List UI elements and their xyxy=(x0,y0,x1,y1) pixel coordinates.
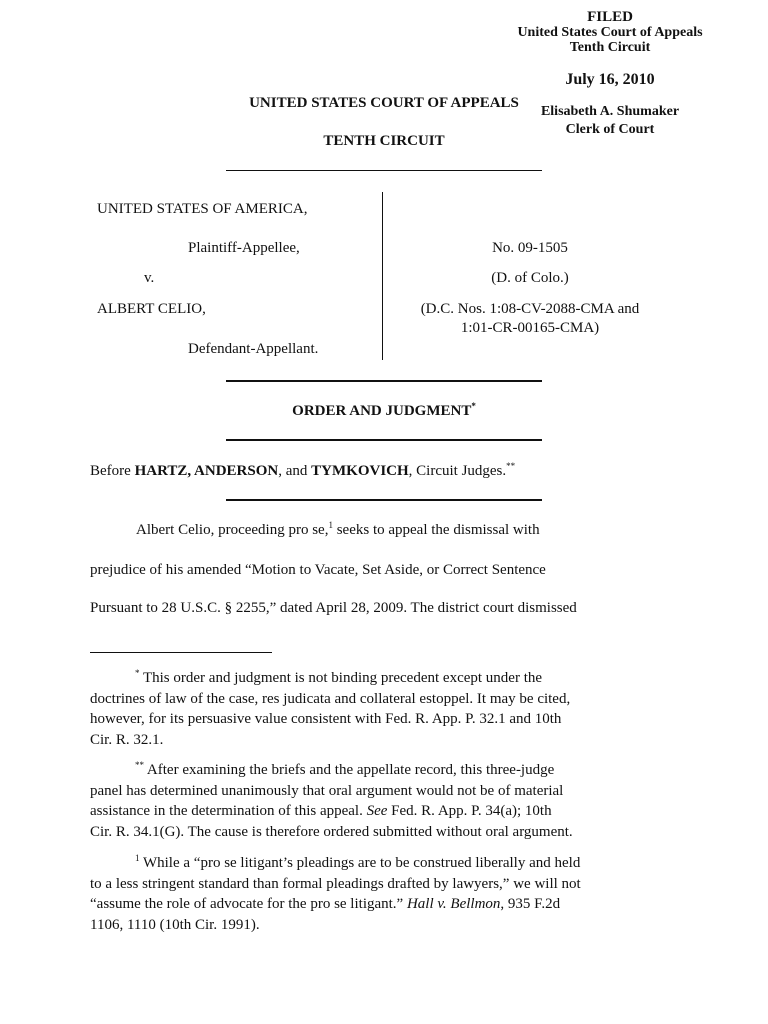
title-text: ORDER AND JUDGMENT xyxy=(292,403,472,419)
footnote-3-line-1: While a “pro se litigant’s pleadings are to be construed liberally and held xyxy=(139,855,581,871)
panel-sep: , and xyxy=(278,463,312,479)
panel-judges-1: HARTZ, ANDERSON xyxy=(134,463,279,479)
panel-suffix: , Circuit Judges. xyxy=(408,463,507,479)
plaintiff-name: UNITED STATES OF AMERICA, xyxy=(97,201,308,217)
body-line-1 xyxy=(136,522,540,539)
dc-numbers-line1: (D.C. Nos. 1:08-CV-2088-CMA and xyxy=(420,301,640,317)
body-footnote-marker: 1 xyxy=(328,520,333,530)
footnote-2-line-2: panel has determined unanimously that oral argument would not be of material xyxy=(90,782,564,799)
defendant-name: ALBERT CELIO, xyxy=(97,301,206,317)
panel-bottom-rule xyxy=(226,499,542,501)
footnote-2 xyxy=(90,760,680,842)
caption-divider xyxy=(382,192,383,360)
header-rule xyxy=(226,170,542,171)
panel-line xyxy=(90,463,515,480)
footnote-2-line-3: assistance in the determination of this appeal. xyxy=(90,803,367,819)
filed-circuit: Tenth Circuit xyxy=(569,40,651,55)
footnote-3-line-2: to a less stringent standard than formal pleadings drafted by lawyers,” we will not xyxy=(90,875,581,892)
versus-label: v. xyxy=(144,270,155,286)
plaintiff-role: Plaintiff-Appellee, xyxy=(188,240,300,256)
footnote-2-marker: ** xyxy=(135,760,144,770)
body-line-1-b: seeks to appeal the dismissal with xyxy=(332,522,540,538)
filed-date: July 16, 2010 xyxy=(565,71,655,88)
panel-judges-2: TYMKOVICH xyxy=(311,463,409,479)
footnote-2-line-3-rest: Fed. R. App. P. 34(a); 10th xyxy=(387,803,552,819)
title-footnote-marker: * xyxy=(471,401,476,411)
dc-numbers-line2: 1:01-CR-00165-CMA) xyxy=(460,320,600,336)
title-bottom-rule xyxy=(226,439,542,441)
footnote-1-line-2: doctrines of law of the case, res judicata and collateral estoppel. It may be cited, xyxy=(90,690,571,707)
footnote-separator xyxy=(90,652,272,653)
defendant-role: Defendant-Appellant. xyxy=(188,341,319,357)
circuit-heading: TENTH CIRCUIT xyxy=(323,133,445,149)
document-title xyxy=(200,403,568,420)
footnote-2-line-1: After examining the briefs and the appellate record, this three-judge xyxy=(144,762,555,778)
filed-label: FILED xyxy=(587,9,633,25)
case-number: No. 09-1505 xyxy=(492,240,568,256)
footnote-1-line-3: however, for its persuasive value consistent with Fed. R. App. P. 32.1 and 10th xyxy=(90,711,562,727)
footnote-3-line-3-rest: , 935 F.2d xyxy=(500,896,561,912)
footnote-3 xyxy=(90,853,680,935)
footnote-3-case-citation: Hall v. Bellmon xyxy=(406,896,501,912)
panel-footnote-marker: ** xyxy=(506,461,516,471)
footnote-3-marker: 1 xyxy=(135,853,140,863)
footnote-1 xyxy=(90,668,680,750)
district-label: (D. of Colo.) xyxy=(491,270,569,286)
panel-prefix: Before xyxy=(90,463,135,479)
body-line-2: prejudice of his amended “Motion to Vacate, Set Aside, or Correct Sentence xyxy=(90,562,546,578)
footnote-1-line-4: Cir. R. 32.1. xyxy=(90,731,164,748)
court-heading: UNITED STATES COURT OF APPEALS xyxy=(249,95,519,111)
body-line-3: Pursuant to 28 U.S.C. § 2255,” dated April 28, 2009. The district court dismissed xyxy=(90,600,577,616)
footnote-2-line-4: Cir. R. 34.1(G). The cause is therefore ordered submitted without oral argument. xyxy=(90,823,573,840)
footnote-3-line-4: 1106, 1110 (10th Cir. 1991). xyxy=(90,916,260,933)
filed-court: United States Court of Appeals xyxy=(517,25,703,40)
caption-bottom-rule xyxy=(226,380,542,382)
footnote-1-line-1: This order and judgment is not binding precedent except under the xyxy=(139,670,543,686)
filed-stamp xyxy=(490,10,730,55)
clerk-title: Clerk of Court xyxy=(565,122,655,137)
footnote-2-see-signal: See xyxy=(366,803,388,819)
footnote-3-line-3: “assume the role of advocate for the pro se litigant.” xyxy=(90,896,407,912)
clerk-name: Elisabeth A. Shumaker xyxy=(540,104,680,119)
body-line-1-a: Albert Celio, proceeding pro se, xyxy=(136,522,329,538)
footnote-1-marker: * xyxy=(135,668,140,678)
